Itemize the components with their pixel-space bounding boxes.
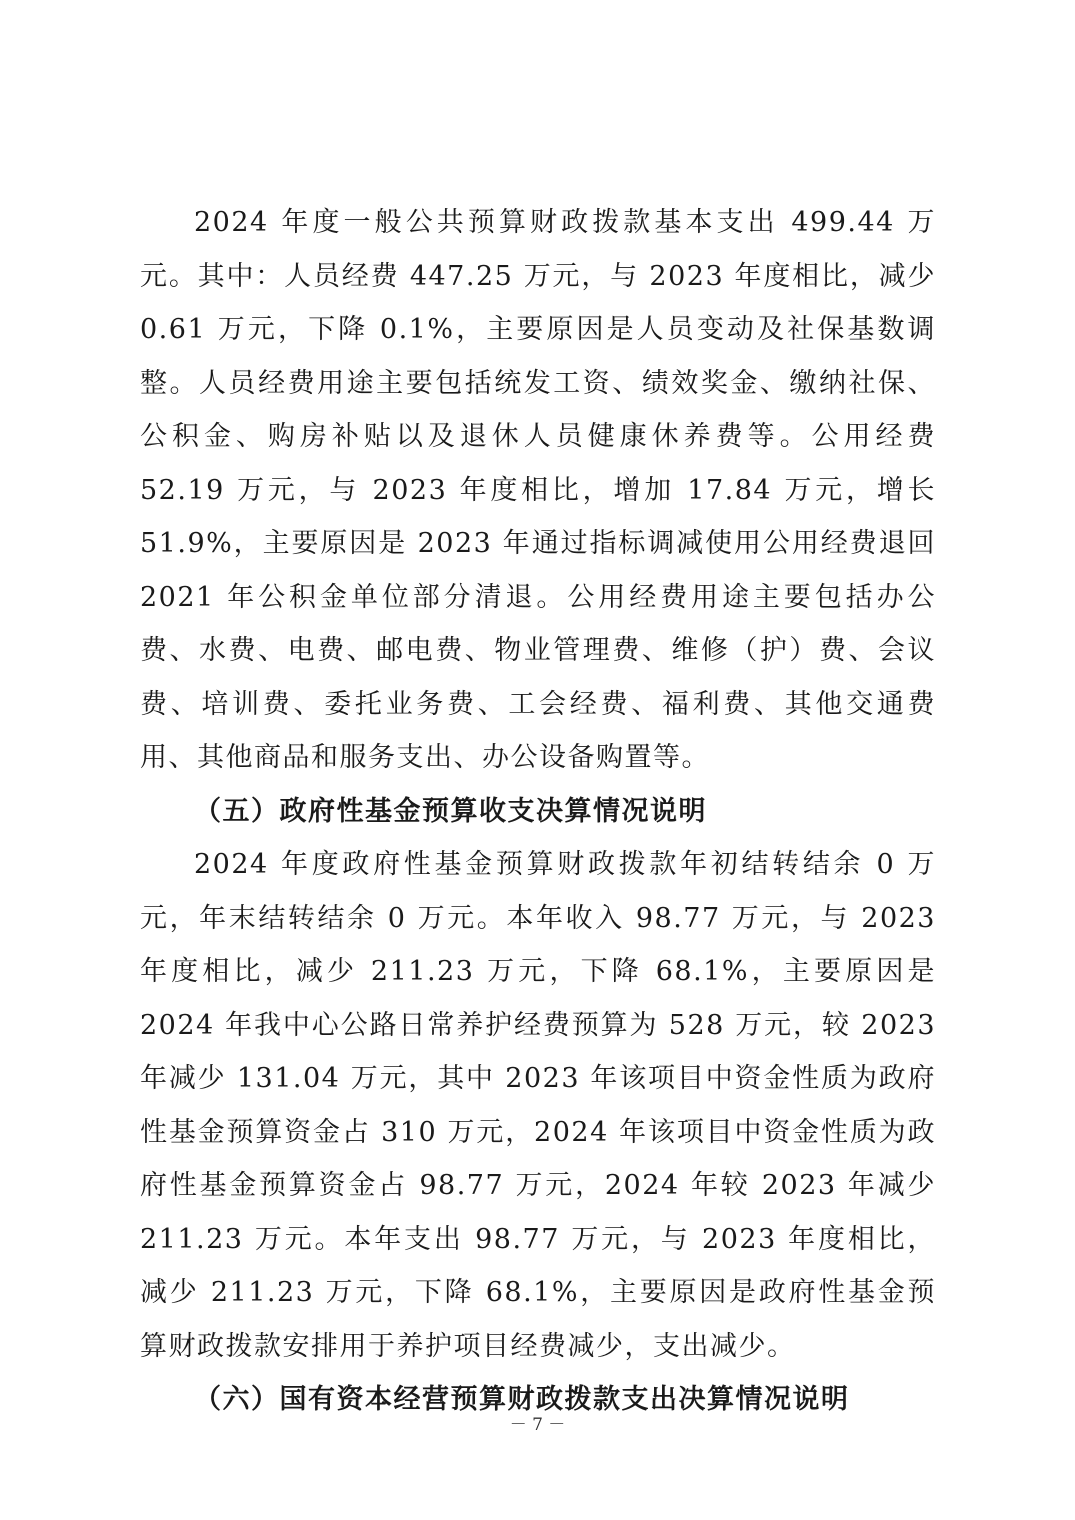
section-heading-government-fund-budget: （五）政府性基金预算收支决算情况说明: [194, 795, 707, 827]
paragraph-government-fund-budget: 2024 年度政府性基金预算财政拨款年初结转结余 0 万元，年末结转结余 0 万元。本年收入 98.77 万元，与 2023 年度相比，减少 211.23 万元，下降 68.1%，主要原因是 2024 年我中心公路日常养护经费预算为 528 万元，较 2023 年减少 131.04 万元，其中 2023 年该项目中资金性质为政府性基金预算资金占 310 万元，2024 年该项目中资金性质为政府性基金预算资金占 98.77 万元，2024 年较 2023 年减少 211.23 万元。本年支出 98.77 万元，与 2023 年度相比，减少 211.23 万元，下降 68.1%，主要原因是政府性基金预算财政拨款安排用于养护项目经费减少，支出减少。: [140, 849, 936, 1362]
paragraph-general-budget-basic-expenditure: 2024 年度一般公共预算财政拨款基本支出 499.44 万元。其中：人员经费 447.25 万元，与 2023 年度相比，减少 0.61 万元，下降 0.1%，主要原因是人员变动及社保基数调整。人员经费用途主要包括统发工资、绩效奖金、缴纳社保、公积金、购房补贴以及退休人员健康休养费等。公用经费 52.19 万元，与 2023 年度相比，增加 17.84 万元，增长 51.9%，主要原因是 2023 年通过指标调减使用公用经费退回 2021 年公积金单位部分清退。公用经费用途主要包括办公费、水费、电费、邮电费、物业管理费、维修（护）费、会议费、培训费、委托业务费、工会经费、福利费、其他交通费用、其他商品和服务支出、办公设备购置等。: [140, 207, 936, 773]
document-body: [140, 196, 936, 1427]
section-heading-state-capital-budget: （六）国有资本经营预算财政拨款支出决算情况说明: [194, 1384, 850, 1415]
page-number: － 7 －: [509, 1415, 566, 1435]
